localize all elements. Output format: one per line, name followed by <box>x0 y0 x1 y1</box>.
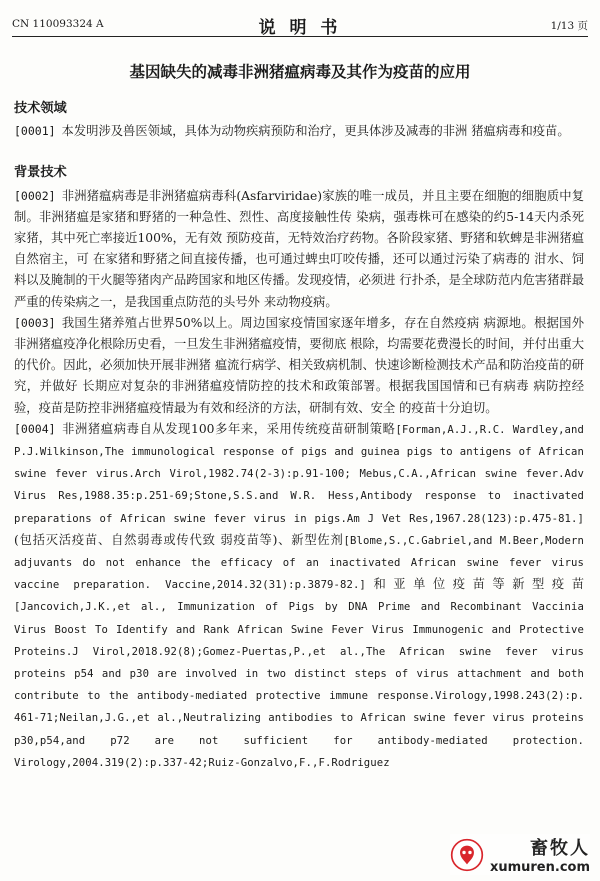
paragraph-text: 我国生猪养殖占世界50%以上。周边国家疫情国家逐年增多，存在自然疫病 病源地。根据国外非洲猪瘟疫净化根除历史看，一旦发生非洲猪瘟疫情，要彻底 根除，均需要花费漫长的时间，并付出重大的代价。因此，必须加快开展非洲猪 瘟流行病学、相关致病机制、快速诊断检测技术产品和防治疫苗的研究，并做好 长期应对复杂的非洲猪瘟疫情防控的技术和政策部署。根据我国国情和已有病毒 病防控经验，疫苗是防控非洲猪瘟疫情最为有效和经济的方法，研制有效、安全 的疫苗十分迫切。 <box>14 315 584 415</box>
reference-block-2: [Blome,S.,C.Gabriel,and M.Beer,Modern adjuvants do not enhance the efficacy of an inactivated African swine fever virus vaccine preparation. Vaccine,2014.32(31):p.3879-82.] <box>14 534 584 592</box>
paragraph-0003 <box>14 313 584 419</box>
paragraph-mid-1: (包括灭活疫苗、自然弱毒或传代致 弱疫苗等)、新型佐剂 <box>14 532 344 547</box>
document-header <box>12 10 588 37</box>
xumuren-logo-icon <box>450 838 484 872</box>
watermark <box>450 834 590 875</box>
section-heading-background: 背景技术 <box>14 165 67 181</box>
paragraph-text: 非洲猪瘟病毒是非洲猪瘟病毒科(Asfarviridae)家族的唯一成员，并且主要在细胞的细胞质中复制。非洲猪瘟是家猪和野猪的一种急性、烈性、高度接触性传 染病，强毒株可在感染的约5-14天内杀死家猪，其中死亡率接近100%，无有效 预防疫苗，无特效治疗药物。各阶段家猪、野猪和软蜱是非洲猪瘟自然宿主，可 在家猪和野猪之间直接传播，也可通过蜱虫叮咬传播，还可以通过污染了病毒的 泔水、饲料以及腌制的干火腿等猪肉产品跨国家和地区传播。发现疫情，必须进 行扑杀，是全球防范内危害猪群最严重的传染病之一，是我国重点防范的头号外 来动物疫病。 <box>14 188 584 309</box>
paragraph-mid-2: 和亚单位疫苗等新型疫苗 <box>365 577 584 592</box>
section-heading-tech-field: 技术领域 <box>14 101 67 116</box>
paragraph-number: [0001] <box>14 124 56 139</box>
reference-block-1: [Forman,A.J.,R.C. Wardley,and P.J.Wilkinson,The immunological response of pigs and guinea pigs to antigens of African swine fever virus.Arch Virol,1982.74(2-3):p.91-100; Mebus,C.A.,African swine fever.Adv Virus Res,1988.35:p.251-69;Stone,S.S.and W.R. Hess,Antibody response to inactivated preparations of African swine fever virus in pigs.Am J Vet Res,1967.28(123):p.475-81.] <box>14 423 584 525</box>
page-number: 1/13 页 <box>550 20 588 32</box>
document-body <box>14 98 584 774</box>
paragraph-0001 <box>14 121 584 142</box>
paragraph-0002 <box>14 186 584 313</box>
doc-number: CN 110093324 A <box>12 18 104 30</box>
paragraph-number: [0002] <box>14 188 56 203</box>
reference-block-3: [Jancovich,J.K.,et al., Immunization of Pigs by DNA Prime and Recombinant Vaccinia Virus Boost To Identify and Rank African Swine Fever Virus Immunogenic and Protective Proteins.J Virol,2018.92(8);Gomez-Puertas,P.,et al.,The African swine fever virus proteins p54 and p30 are involved in two distinct steps of virus attachment and both contribute to the antibody-mediated protective immune response.Virology,1998.243(2):p. 461-71;Neilan,J.G.,et al.,Neutralizing antibodies to African swine fever virus proteins p30,p54,and p72 are not sufficient for antibody-mediated protection. Virology,2004.319(2):p.337-42;Ruiz-Gonzalvo,F.,F.Rodriguez <box>14 601 584 769</box>
watermark-cn: 畜牧人 <box>530 838 590 859</box>
document-title: 基因缺失的减毒非洲猪瘟病毒及其作为疫苗的应用 <box>129 63 471 81</box>
paragraph-lead: 非洲猪瘟病毒自从发现100多年来，采用传统疫苗研制策略 <box>61 421 396 436</box>
watermark-en: xumuren.com <box>489 860 590 875</box>
doc-type: 说 明 书 <box>258 18 342 38</box>
paragraph-text: 本发明涉及兽医领域，具体为动物疾病预防和治疗，更具体涉及减毒的非洲 猪瘟病毒和疫苗。 <box>61 124 570 139</box>
paragraph-0004 <box>14 419 584 774</box>
paragraph-number: [0004] <box>14 421 56 436</box>
paragraph-number: [0003] <box>14 315 56 330</box>
